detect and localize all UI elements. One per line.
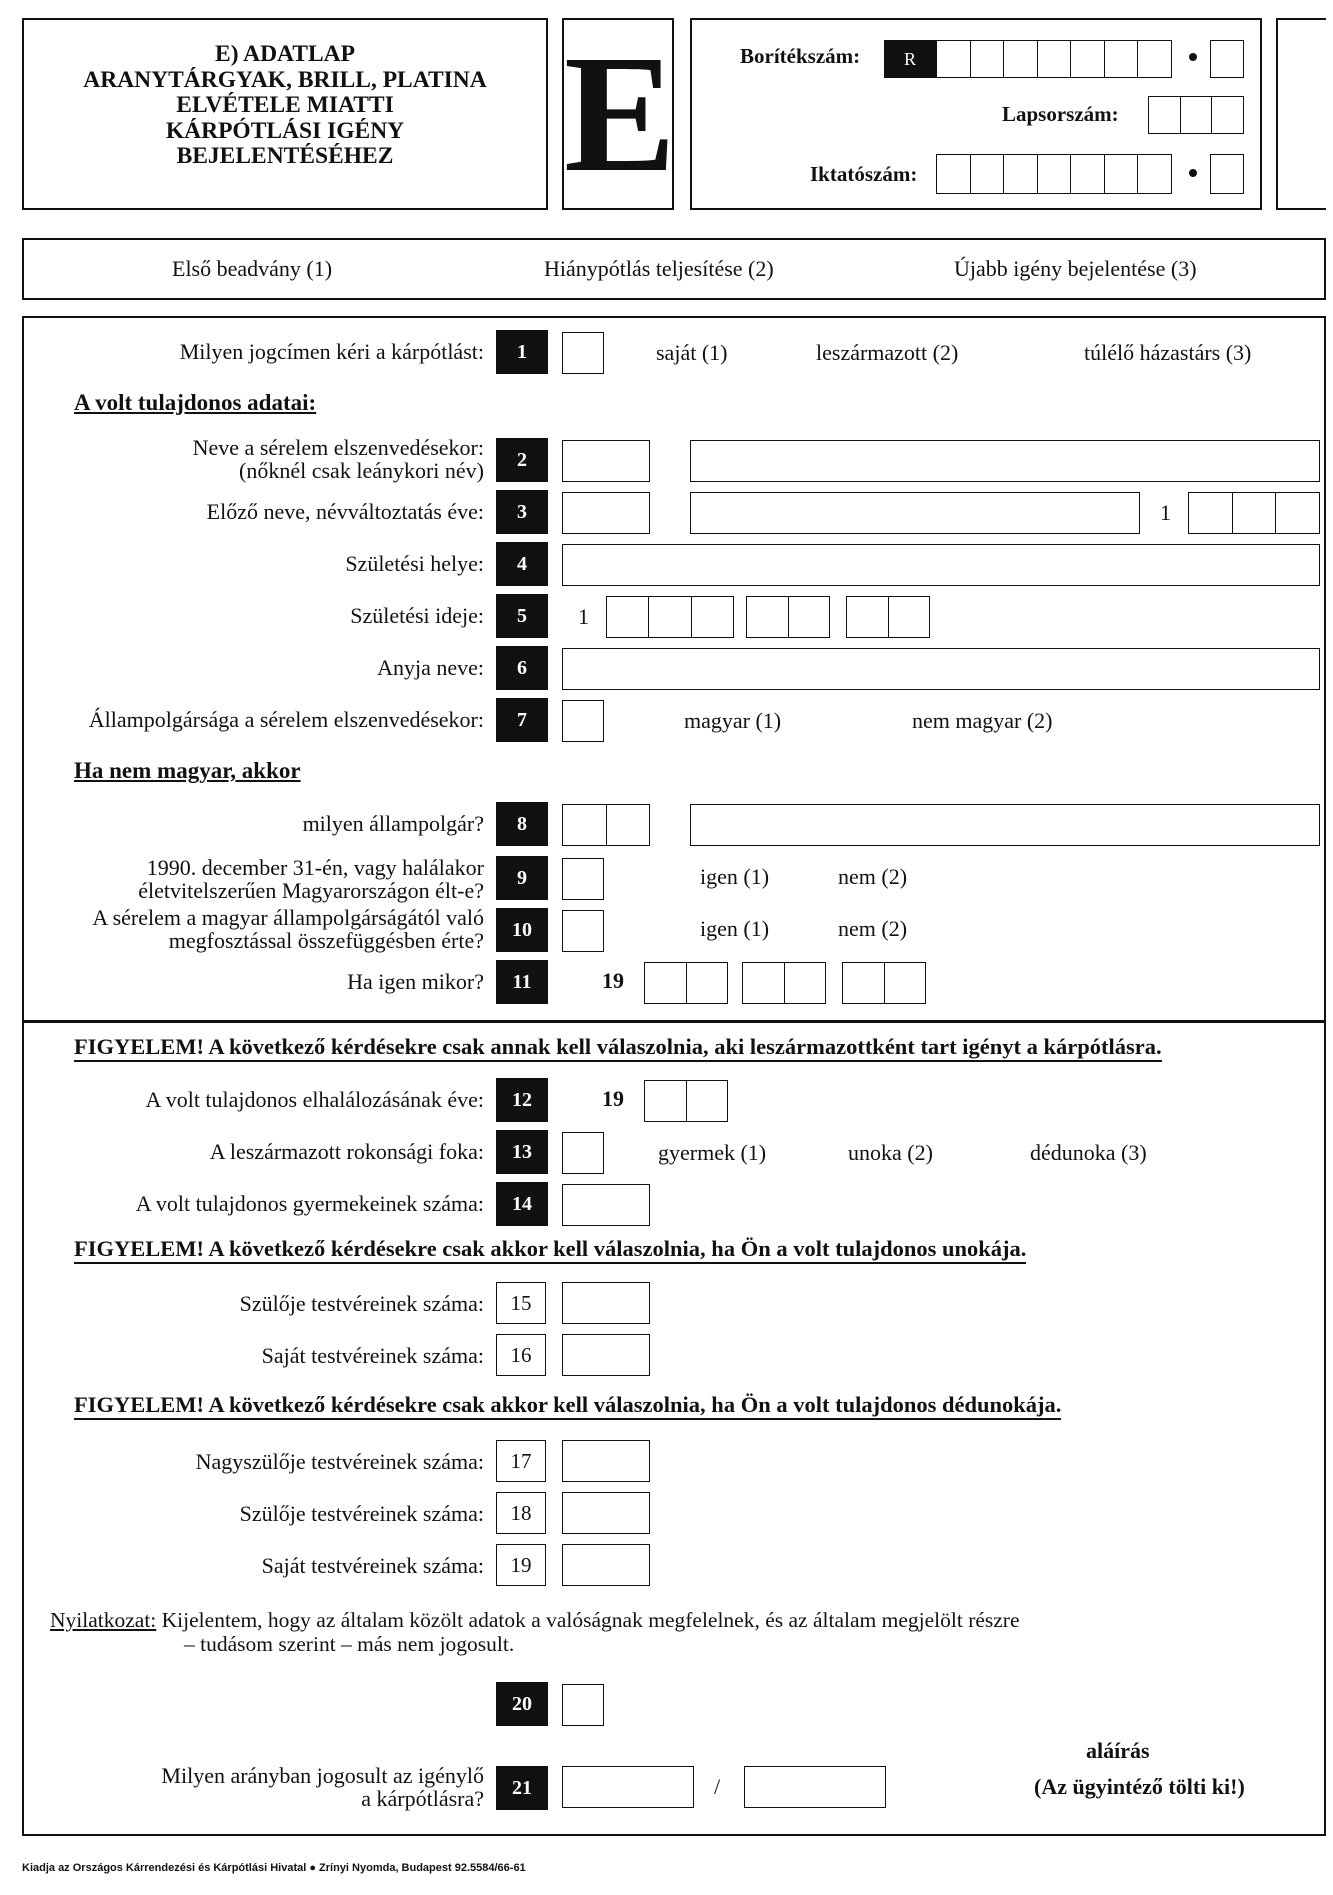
q5-day-field[interactable] [846,596,930,638]
q5-year-field[interactable] [606,596,734,638]
q8-label: milyen állampolgár? [302,811,484,836]
q10-option-no: nem (2) [838,916,908,941]
q21-note: (Az ügyintéző tölti ki!) [1034,1774,1245,1799]
option-first-submission[interactable]: Első beadvány (1) [172,256,333,281]
title-line: ARANYTÁRGYAK, BRILL, PLATINA [83,66,487,93]
section-nonhungarian-heading: Ha nem magyar, akkor [74,758,301,783]
q5-number: 5 [496,594,548,638]
q2-code-field[interactable] [562,440,650,482]
q11-year-field[interactable] [644,962,728,1004]
q9-option-no: nem (2) [838,864,908,889]
q13-choice-field[interactable] [562,1132,604,1174]
q1-option-own: saját (1) [656,340,728,365]
q18-label: Szülője testvéreinek száma: [239,1501,484,1526]
q4-birthplace-field[interactable] [562,544,1320,586]
dot-separator [1189,53,1197,61]
q3-code-field[interactable] [562,492,650,534]
option-deficiency-fix[interactable]: Hiánypótlás teljesítése (2) [544,256,774,281]
q16-label: Saját testvéreinek száma: [261,1343,484,1368]
lapsorszam-field[interactable] [1148,96,1244,134]
q5-year-prefix: 1 [578,604,589,629]
title-line: KÁRPÓTLÁSI IGÉNY [165,117,405,144]
q12-year-prefix: 19 [602,1086,624,1111]
title-line: ELVÉTELE MIATTI [176,92,394,118]
submission-type-bar [22,238,1326,300]
boritekszam-label: Borítékszám: [740,44,861,68]
q9-label-line: életvitelszerűen Magyarországon élt-e? [138,878,484,903]
q2-number: 2 [496,438,548,482]
q11-label: Ha igen mikor? [347,969,484,994]
q4-number: 4 [496,542,548,586]
q15-label: Szülője testvéreinek száma: [239,1291,484,1316]
iktatoszam-label: Iktatószám: [810,162,918,186]
q15-count-field[interactable] [562,1282,650,1324]
warning-descendant: FIGYELEM! A következő kérdésekre csak annak kell válaszolnia, aki leszármazottként tart igényt a kárpótlásra. [74,1034,1162,1062]
warning-grandchild: FIGYELEM! A következő kérdésekre csak akkor kell válaszolnia, ha Ön a volt tulajdonos unokája. [74,1236,1026,1264]
q3-label: Előző neve, névváltoztatás éve: [206,499,484,524]
q21-denominator-field[interactable] [744,1766,886,1808]
q19-number: 19 [496,1544,546,1586]
q10-option-yes: igen (1) [700,916,770,941]
q10-number: 10 [496,908,548,952]
q4-label: Születési helye: [345,551,484,576]
q7-label: Állampolgársága a sérelem elszenvedésekor: [88,707,484,732]
q1-option-spouse: túlélő házastárs (3) [1084,340,1252,365]
q13-option-great-grandchild: dédunoka (3) [1030,1140,1147,1165]
q1-option-descendant: leszármazott (2) [816,340,959,365]
q3-year-prefix: 1 [1160,500,1171,525]
q16-count-field[interactable] [562,1334,650,1376]
q10-choice-field[interactable] [562,910,604,952]
lapsorszam-label: Lapsorszám: [1002,102,1119,126]
q13-number: 13 [496,1130,548,1174]
q6-number: 6 [496,646,548,690]
q20-choice-field[interactable] [562,1684,604,1726]
q8-code-field[interactable] [562,804,650,846]
q5-month-field[interactable] [746,596,830,638]
boritekszam-prefix: R [884,40,936,78]
q14-label: A volt tulajdonos gyermekeinek száma: [135,1191,484,1216]
boritekszam-field[interactable] [936,40,1172,78]
publisher-footer: Kiadja az Országos Kárrendezési és Kárpótlási Hivatal ● Zrínyi Nyomda, Budapest 92.5584/66-61 [22,1862,526,1874]
signature-label: aláírás [1086,1738,1150,1763]
q1-label: Milyen jogcímen kéri a kárpótlást: [179,339,484,364]
q7-option-non-hungarian: nem magyar (2) [912,708,1053,733]
right-edge-box [1276,18,1326,210]
q13-option-child: gyermek (1) [658,1140,767,1165]
q11-month-field[interactable] [742,962,826,1004]
title-line: BEJELENTÉSÉHEZ [176,143,394,169]
q18-count-field[interactable] [562,1492,650,1534]
q18-number: 18 [496,1492,546,1534]
q13-option-grandchild: unoka (2) [848,1140,933,1165]
q2-name-field[interactable] [690,440,1320,482]
q15-number: 15 [496,1282,546,1324]
declaration-line: Kijelentem, hogy az általam közölt adatok a valóságnak megfelelnek, és az általam megjelölt részre [161,1608,1020,1632]
q6-mother-name-field[interactable] [562,648,1320,690]
q12-number: 12 [496,1078,548,1122]
iktatoszam-field[interactable] [936,154,1172,194]
q21-separator: / [714,1774,721,1799]
dot-separator [1189,169,1197,177]
q11-year-prefix: 19 [602,968,624,993]
q5-label: Születési ideje: [350,603,484,628]
title-line: E) ADATLAP [215,41,355,67]
q21-numerator-field[interactable] [562,1766,694,1808]
q11-day-field[interactable] [842,962,926,1004]
declaration [50,1608,1020,1632]
q2-label-line: (nőknél csak leánykori név) [239,458,484,483]
form-title-box [22,18,548,210]
q12-label: A volt tulajdonos elhalálozásának éve: [145,1087,484,1112]
declaration-heading: Nyilatkozat: [50,1608,157,1632]
q16-number: 16 [496,1334,546,1376]
q8-number: 8 [496,802,548,846]
q20-number: 20 [496,1682,548,1726]
form-letter: E [564,21,677,207]
q17-label: Nagyszülője testvéreinek száma: [195,1449,484,1474]
q10-label [92,906,484,952]
q7-number: 7 [496,698,548,742]
warning-great-grandchild: FIGYELEM! A következő kérdésekre csak akkor kell válaszolnia, ha Ön a volt tulajdonos dédunokája. [74,1392,1061,1420]
q12-year-field[interactable] [644,1080,728,1122]
q10-label-line: megfosztással összefüggésben érte? [168,928,484,953]
q6-label: Anyja neve: [377,655,484,680]
q10-label-line: A sérelem a magyar állampolgárságától való [92,905,484,930]
iktatoszam-check-field[interactable] [1210,154,1244,194]
q14-number: 14 [496,1182,548,1226]
q1-number: 1 [496,330,548,374]
q9-choice-field[interactable] [562,858,604,900]
main-form-frame [22,316,1326,1836]
q3-year-field[interactable] [1188,492,1320,534]
q11-number: 11 [496,960,548,1004]
q17-count-field[interactable] [562,1440,650,1482]
q1-choice-field[interactable] [562,332,604,374]
q21-label-line: Milyen arányban jogosult az igénylő [161,1763,484,1788]
q9-number: 9 [496,856,548,900]
q19-label: Saját testvéreinek száma: [261,1553,484,1578]
signature-line[interactable] [984,1714,1320,1715]
q7-option-hungarian: magyar (1) [684,708,782,733]
q8-citizenship-field[interactable] [690,804,1320,846]
declaration-line-2: – tudásom szerint – más nem jogosult. [184,1632,515,1656]
q3-previous-name-field[interactable] [690,492,1140,534]
q14-children-count-field[interactable] [562,1184,650,1226]
q13-label: A leszármazott rokonsági foka: [209,1139,484,1164]
section-owner-heading: A volt tulajdonos adatai: [74,390,317,415]
option-new-claim[interactable]: Újabb igény bejelentése (3) [954,256,1197,281]
q2-label [193,436,484,482]
q7-choice-field[interactable] [562,700,604,742]
q21-number: 21 [496,1766,548,1810]
form-letter-box [562,18,677,210]
q3-number: 3 [496,490,548,534]
q17-number: 17 [496,1440,546,1482]
section-divider [24,1020,1326,1023]
registration-box [690,18,1262,210]
q9-label [138,856,484,902]
form-title [24,42,546,170]
q21-label-line: a kárpótlásra? [361,1786,484,1811]
q19-count-field[interactable] [562,1544,650,1586]
q9-label-line: 1990. december 31-én, vagy halálakor [146,855,484,880]
q9-option-yes: igen (1) [700,864,770,889]
q21-label [161,1764,484,1810]
boritekszam-check-field[interactable] [1210,40,1244,78]
q2-label-line: Neve a sérelem elszenvedésekor: [192,435,484,460]
